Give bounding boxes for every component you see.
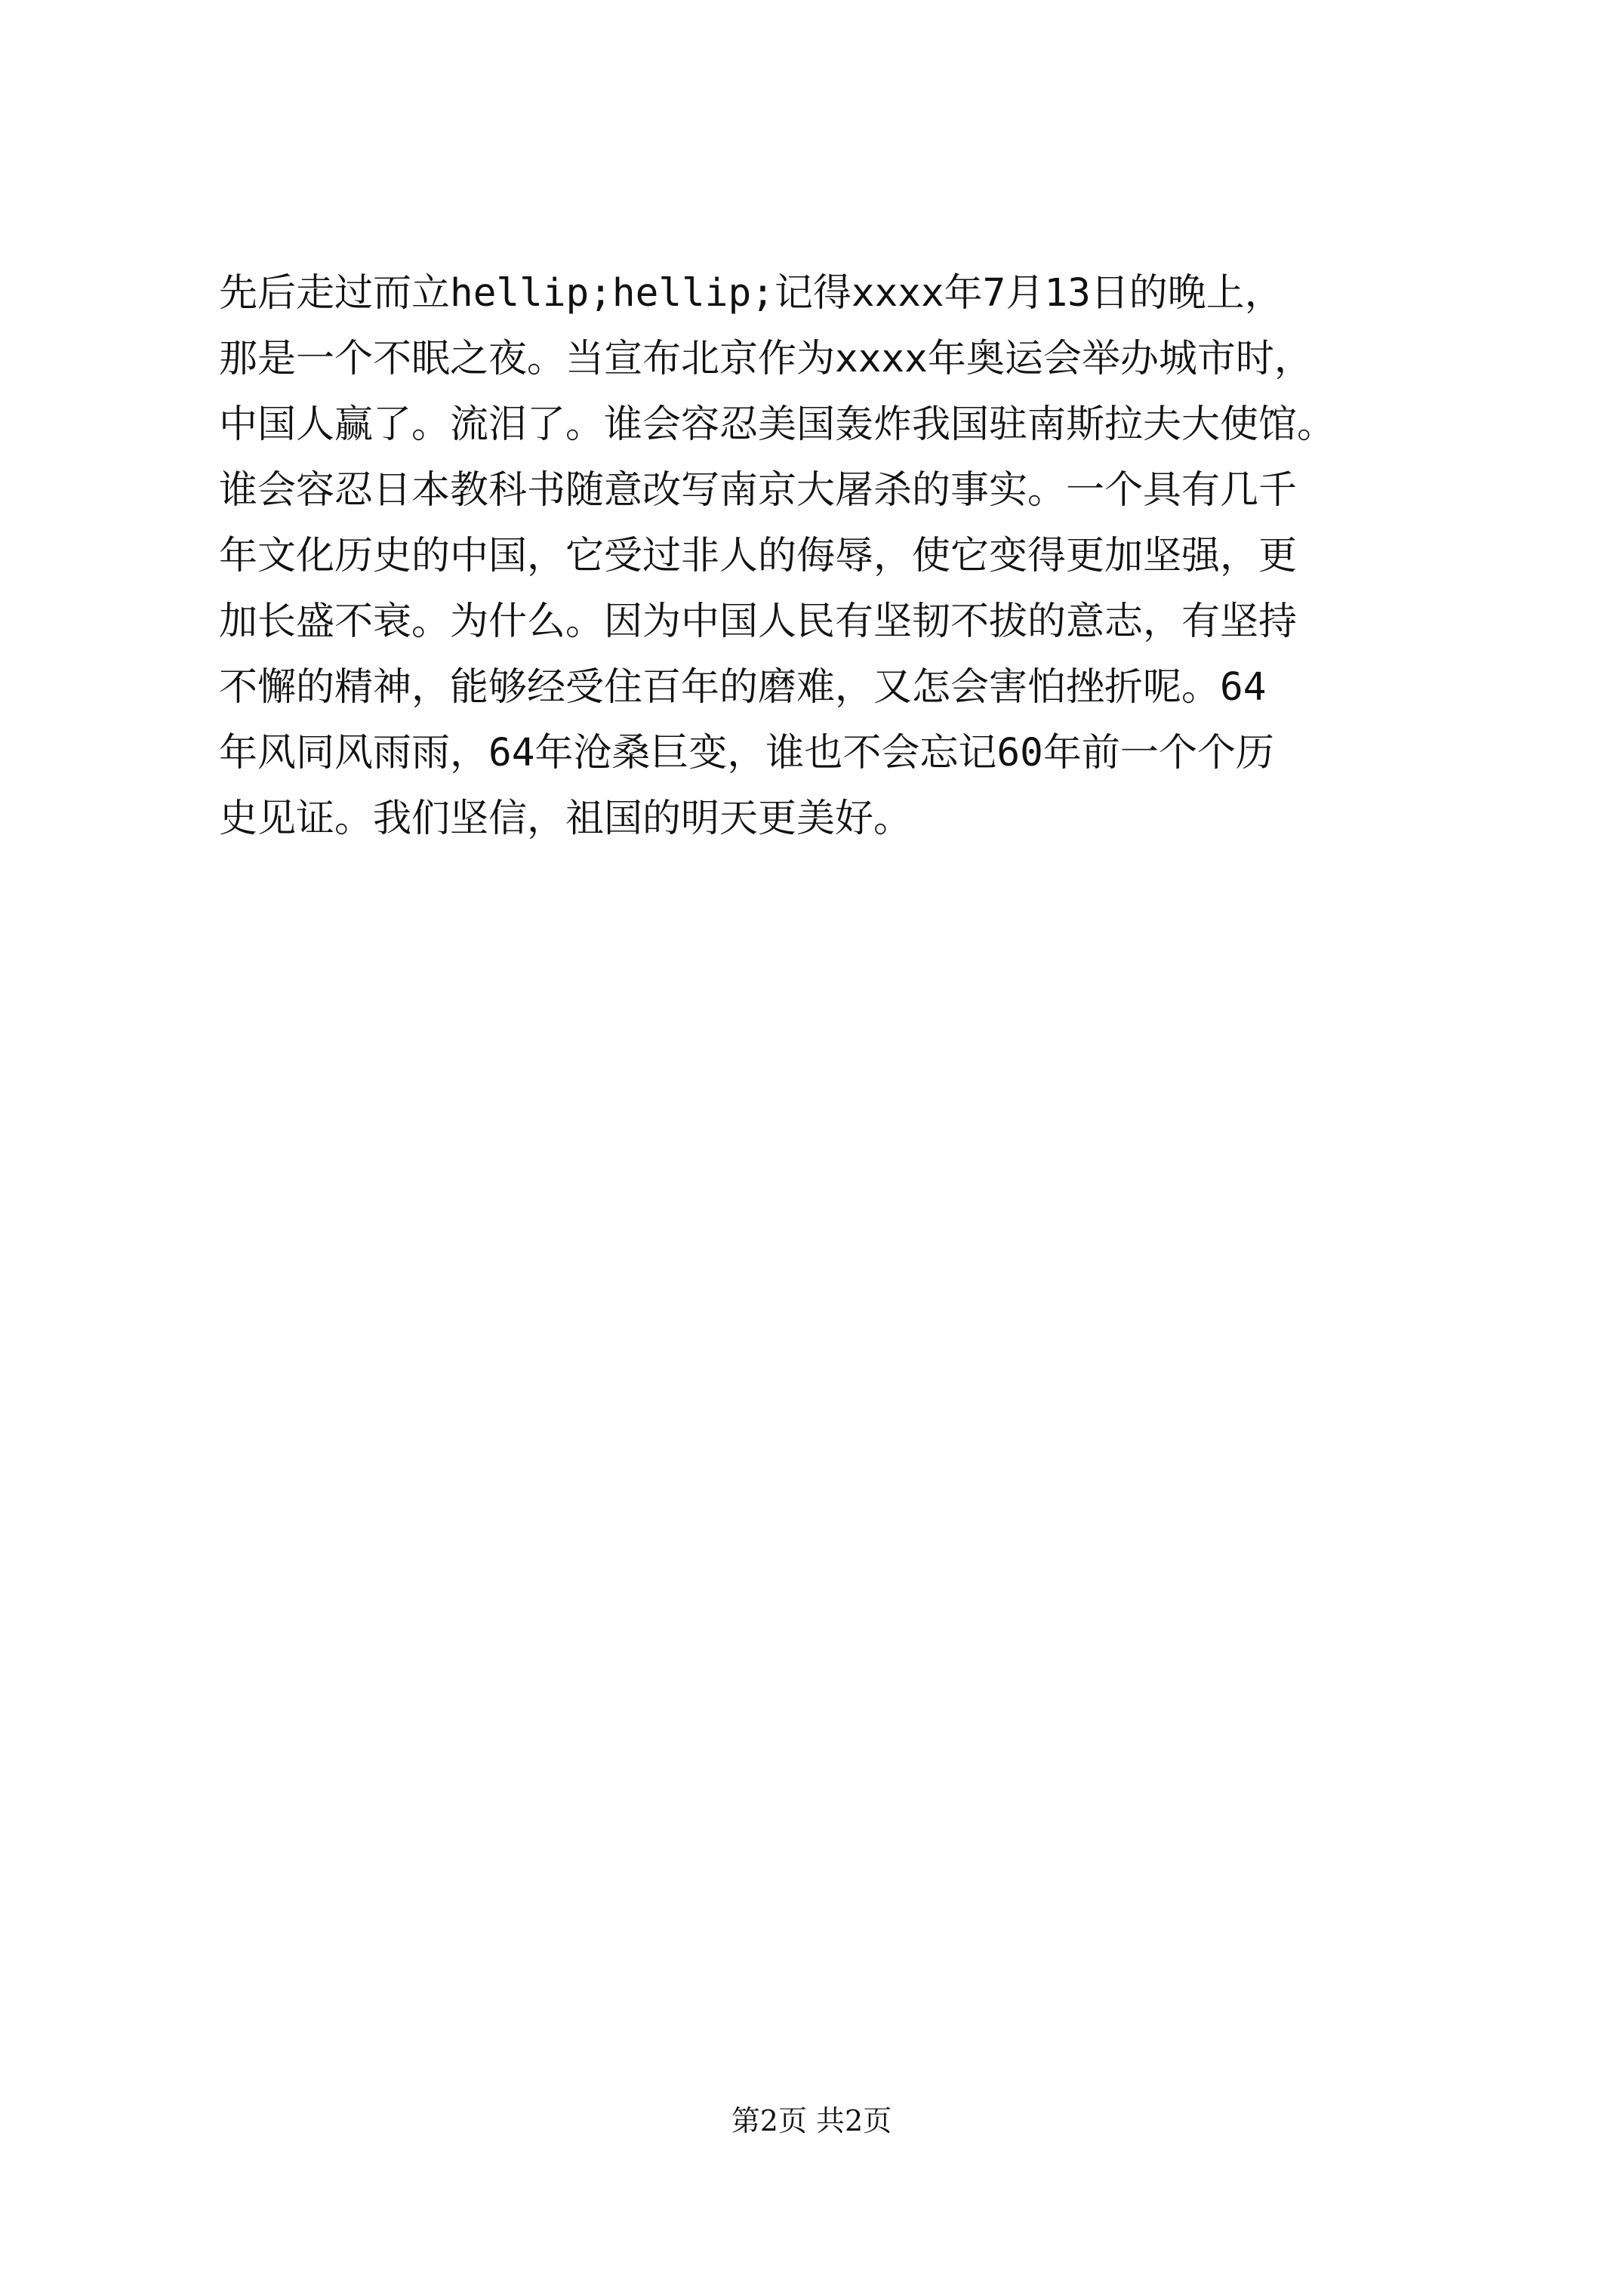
paragraph-line-5: 年文化历史的中国，它受过非人的侮辱，使它变得更加坚强，更 [219, 534, 1298, 578]
paragraph-line-3: 中国人赢了。流泪了。谁会容忍美国轰炸我国驻南斯拉夫大使馆。 [219, 402, 1336, 447]
paragraph-line-4: 谁会容忍日本教科书随意改写南京大屠杀的事实。一个具有几千 [219, 468, 1298, 513]
paragraph-line-8: 年风同风雨雨，64年沧桑巨变，谁也不会忘记60年前一个个历 [219, 731, 1274, 775]
paragraph-line-9: 史见证。我们坚信，祖国的明天更美好。 [219, 797, 913, 841]
paragraph-line-7: 不懈的精神，能够经受住百年的磨难，又怎会害怕挫折呢。64 [219, 665, 1267, 710]
page-footer [0, 2102, 1623, 2140]
body-paragraph [219, 260, 1442, 852]
paragraph-line-1: 先后走过而立hellip;hellip;记得xxxx年7月13日的晚上， [219, 271, 1283, 316]
paragraph-line-2: 那是一个不眠之夜。当宣布北京作为xxxx年奥运会举办城市时， [219, 337, 1313, 381]
page-number-label: 第2页 共2页 [731, 2104, 892, 2137]
paragraph-line-6: 加长盛不衰。为什么。因为中国人民有坚韧不拔的意志，有坚持 [219, 599, 1298, 644]
